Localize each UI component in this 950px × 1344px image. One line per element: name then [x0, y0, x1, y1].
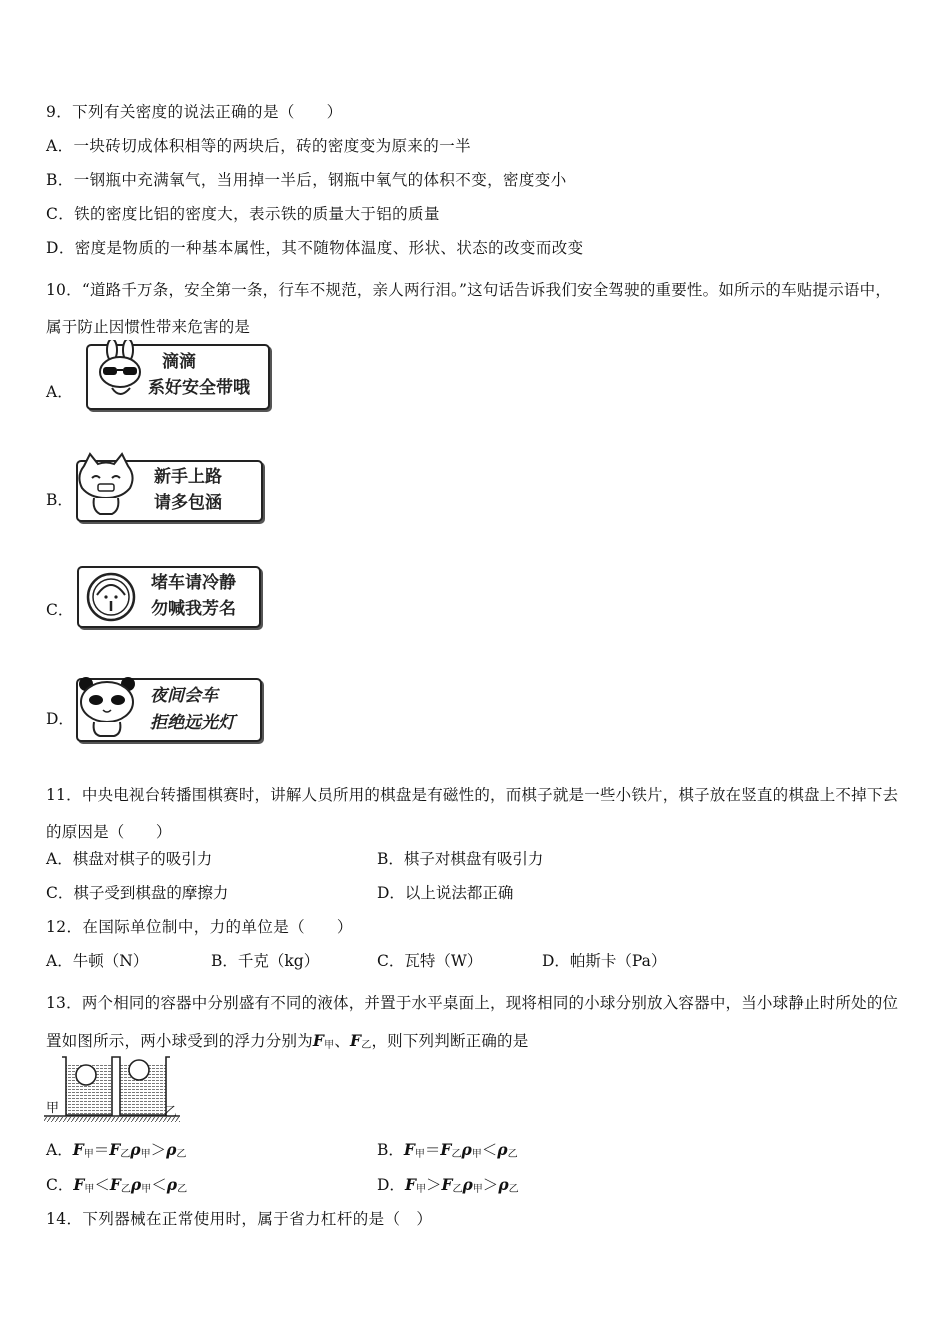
q13-option-a[interactable]: A．$F_甲=F_乙\rho_甲>\rho_乙$ — [46, 1140, 187, 1160]
q9-option-d[interactable]: D．密度是物质的一种基本属性，其不随物体温度、形状、状态的改变而改变 — [46, 239, 584, 257]
q13-option-b[interactable]: B．$F_甲=F_乙\rho_甲<\rho_乙$ — [377, 1140, 518, 1160]
q10-option-a-line1: 滴滴 — [162, 352, 196, 372]
q10-option-b-label[interactable]: B． — [46, 491, 73, 509]
q13-figure-label-yi: 乙 — [164, 1105, 178, 1120]
girl-face-icon — [85, 571, 137, 623]
q11-stem: 11．中央电视台转播围棋赛时，讲解人员所用的棋盘是有磁性的，而棋子就是一些小铁片，棋子放在竖直的棋盘上不掉下去的原因是（ ） — [46, 786, 899, 841]
q12-stem: 12．在国际单位制中，力的单位是（ ） — [46, 918, 353, 936]
q13-stem-part2: ，则下列判断正确的是 — [371, 1032, 529, 1050]
q12-option-d[interactable]: D．帕斯卡（Pa） — [542, 952, 667, 970]
q11-option-c[interactable]: C．棋子受到棋盘的摩擦力 — [46, 884, 229, 902]
q13-figure — [44, 1055, 184, 1123]
q13-option-d[interactable]: D．$F_甲>F_乙\rho_甲>\rho_乙$ — [377, 1175, 519, 1195]
q11-option-b[interactable]: B．棋子对棋盘有吸引力 — [377, 850, 544, 868]
rabbit-sunglasses-icon — [90, 340, 150, 402]
q10-option-c-line2: 勿喊我芳名 — [151, 599, 236, 619]
q10-stem: 10．“道路千万条，安全第一条，行车不规范，亲人两行泪。”这句话告诉我们安全驾驶的重要性。如所示的车贴提示语中，属于防止因惯性带来危害的是 — [46, 281, 892, 336]
q10-option-d-line1: 夜间会车 — [150, 686, 218, 706]
q10-option-c-line1: 堵车请冷静 — [151, 573, 236, 593]
q13-option-c[interactable]: C．$F_甲<F_乙\rho_甲<\rho_乙$ — [46, 1175, 188, 1195]
q10-option-a-line2: 系好安全带哦 — [148, 378, 250, 398]
q10-option-c-label[interactable]: C． — [46, 601, 74, 619]
panda-icon — [76, 674, 138, 738]
q11-option-d[interactable]: D．以上说法都正确 — [377, 884, 514, 902]
q10-option-b-sticker[interactable] — [76, 460, 263, 522]
q9-option-b[interactable]: B．一钢瓶中充满氧气，当用掉一半后，钢瓶中氧气的体积不变，密度变小 — [46, 171, 567, 189]
q9-option-c[interactable]: C．铁的密度比铝的密度大，表示铁的质量大于铝的质量 — [46, 205, 440, 223]
q12-option-b[interactable]: B．千克（kg） — [211, 952, 320, 970]
q13-stem-part1: 13．两个相同的容器中分别盛有不同的液体，并置于水平桌面上，现将相同的小球分别放入容器中，当小球静止时所处的位置如图所示，两小球受到的浮力分别为 — [46, 994, 899, 1050]
containers-diagram — [44, 1055, 184, 1123]
q14-stem: 14．下列器械在正常使用时，属于省力杠杆的是（ ） — [46, 1210, 433, 1228]
q10-option-b-line1: 新手上路 — [154, 467, 222, 487]
q11-option-a[interactable]: A．棋盘对棋子的吸引力 — [46, 850, 213, 868]
q9-option-a[interactable]: A．一块砖切成体积相等的两块后，砖的密度变为原来的一半 — [46, 137, 471, 155]
q13-figure-label-jia: 甲 — [46, 1101, 60, 1116]
q10-option-a-label[interactable]: A． — [46, 383, 73, 401]
cat-icon — [74, 452, 138, 518]
q10-option-d-label[interactable]: D． — [46, 710, 74, 728]
q13-stem: 13．两个相同的容器中分别盛有不同的液体，并置于水平桌面上，现将相同的小球分别放入容器中，当小球静止时所处的位置如图所示，两小球受到的浮力分别为$F_甲$、$F_乙$，则下列判断正确的是 — [46, 994, 899, 1051]
q10-option-c-sticker[interactable] — [77, 566, 261, 628]
q10-option-d-line2: 拒绝远光灯 — [150, 713, 235, 733]
q9-stem: 9．下列有关密度的说法正确的是（ ） — [46, 103, 343, 121]
q10-option-a-sticker[interactable] — [86, 344, 270, 410]
q12-option-c[interactable]: C．瓦特（W） — [377, 952, 483, 970]
q10-option-b-line2: 请多包涵 — [154, 493, 222, 513]
q12-option-a[interactable]: A．牛顿（N） — [46, 952, 149, 970]
q10-option-d-sticker[interactable] — [76, 678, 262, 742]
